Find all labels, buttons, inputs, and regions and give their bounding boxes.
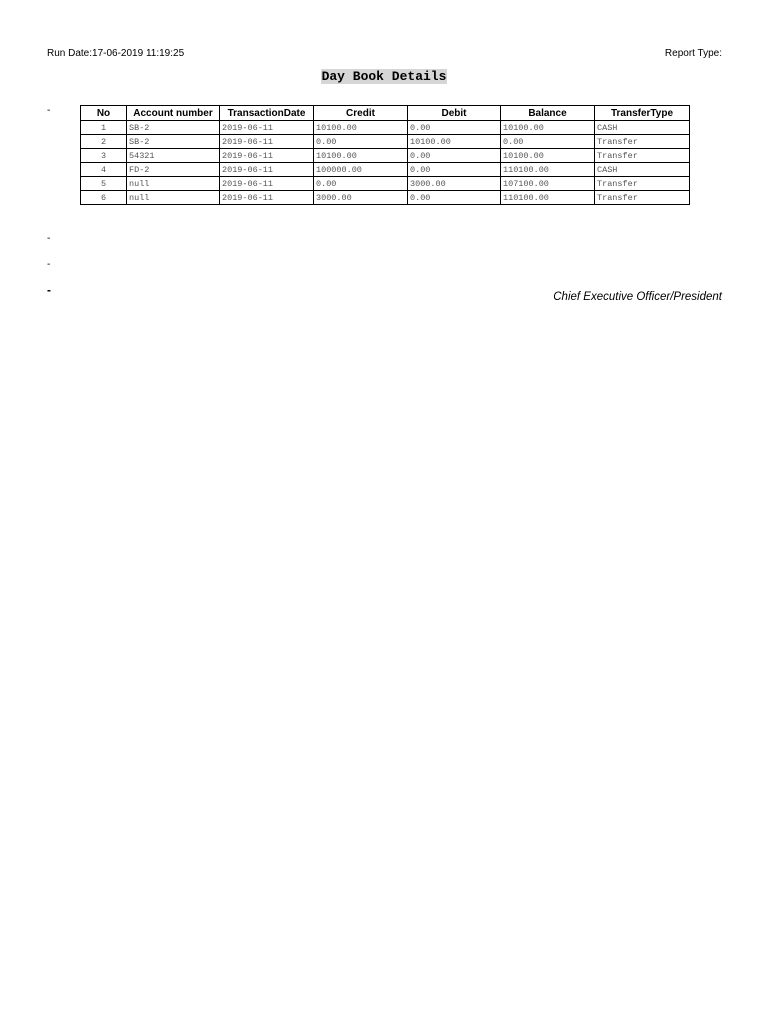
cell-no: 4: [81, 163, 127, 177]
cell-credit: 10100.00: [314, 121, 408, 135]
cell-account-number: SB-2: [127, 135, 220, 149]
table-row: [81, 135, 690, 149]
cell-credit: 0.00: [314, 135, 408, 149]
cell-debit: 0.00: [408, 163, 501, 177]
page-title: Day Book Details: [321, 69, 447, 84]
cell-no: 6: [81, 191, 127, 205]
column-header-transfer-type: TransferType: [595, 106, 690, 121]
cell-balance: 10100.00: [501, 149, 595, 163]
column-header-credit: Credit: [314, 106, 408, 121]
cell-transfer-type: Transfer: [595, 149, 690, 163]
cell-account-number: null: [127, 191, 220, 205]
cell-balance: 10100.00: [501, 121, 595, 135]
column-header-transaction-date: TransactionDate: [220, 106, 314, 121]
cell-transaction-date: 2019-06-11: [220, 163, 314, 177]
cell-debit: 10100.00: [408, 135, 501, 149]
cell-debit: 3000.00: [408, 177, 501, 191]
dash-marker: -: [47, 233, 51, 244]
report-type-label: Report Type:: [664, 48, 722, 59]
cell-debit: 0.00: [408, 149, 501, 163]
cell-no: 5: [81, 177, 127, 191]
cell-balance: 110100.00: [501, 163, 595, 177]
cell-balance: 107100.00: [501, 177, 595, 191]
table-row: [81, 121, 690, 135]
cell-transfer-type: CASH: [595, 121, 690, 135]
cell-transaction-date: 2019-06-11: [220, 177, 314, 191]
cell-transaction-date: 2019-06-11: [220, 149, 314, 163]
cell-credit: 10100.00: [314, 149, 408, 163]
cell-transaction-date: 2019-06-11: [220, 135, 314, 149]
cell-account-number: SB-2: [127, 121, 220, 135]
dash-marker: -: [47, 259, 51, 270]
table-row: [81, 149, 690, 163]
run-date: Run Date:17-06-2019 11:19:25: [47, 48, 185, 59]
cell-account-number: 54321: [127, 149, 220, 163]
cell-transaction-date: 2019-06-11: [220, 121, 314, 135]
cell-transfer-type: Transfer: [595, 177, 690, 191]
signature-label: Chief Executive Officer/President: [553, 291, 722, 303]
column-header-no: No: [81, 106, 127, 121]
cell-balance: 0.00: [501, 135, 595, 149]
table-header-row: [81, 106, 690, 121]
cell-transaction-date: 2019-06-11: [220, 191, 314, 205]
table-row: [81, 191, 690, 205]
cell-credit: 3000.00: [314, 191, 408, 205]
day-book-table: [80, 105, 690, 205]
column-header-balance: Balance: [501, 106, 595, 121]
cell-transfer-type: Transfer: [595, 135, 690, 149]
cell-account-number: FD-2: [127, 163, 220, 177]
cell-no: 2: [81, 135, 127, 149]
cell-debit: 0.00: [408, 121, 501, 135]
page-title-wrapper: [0, 67, 768, 85]
column-header-debit: Debit: [408, 106, 501, 121]
table-row: [81, 177, 690, 191]
cell-transfer-type: Transfer: [595, 191, 690, 205]
table-row: [81, 163, 690, 177]
cell-credit: 100000.00: [314, 163, 408, 177]
dash-marker: -: [47, 105, 51, 116]
cell-debit: 0.00: [408, 191, 501, 205]
cell-no: 1: [81, 121, 127, 135]
cell-account-number: null: [127, 177, 220, 191]
dash-marker: -: [47, 283, 51, 297]
cell-balance: 110100.00: [501, 191, 595, 205]
column-header-account-number: Account number: [127, 106, 220, 121]
cell-credit: 0.00: [314, 177, 408, 191]
cell-no: 3: [81, 149, 127, 163]
cell-transfer-type: CASH: [595, 163, 690, 177]
